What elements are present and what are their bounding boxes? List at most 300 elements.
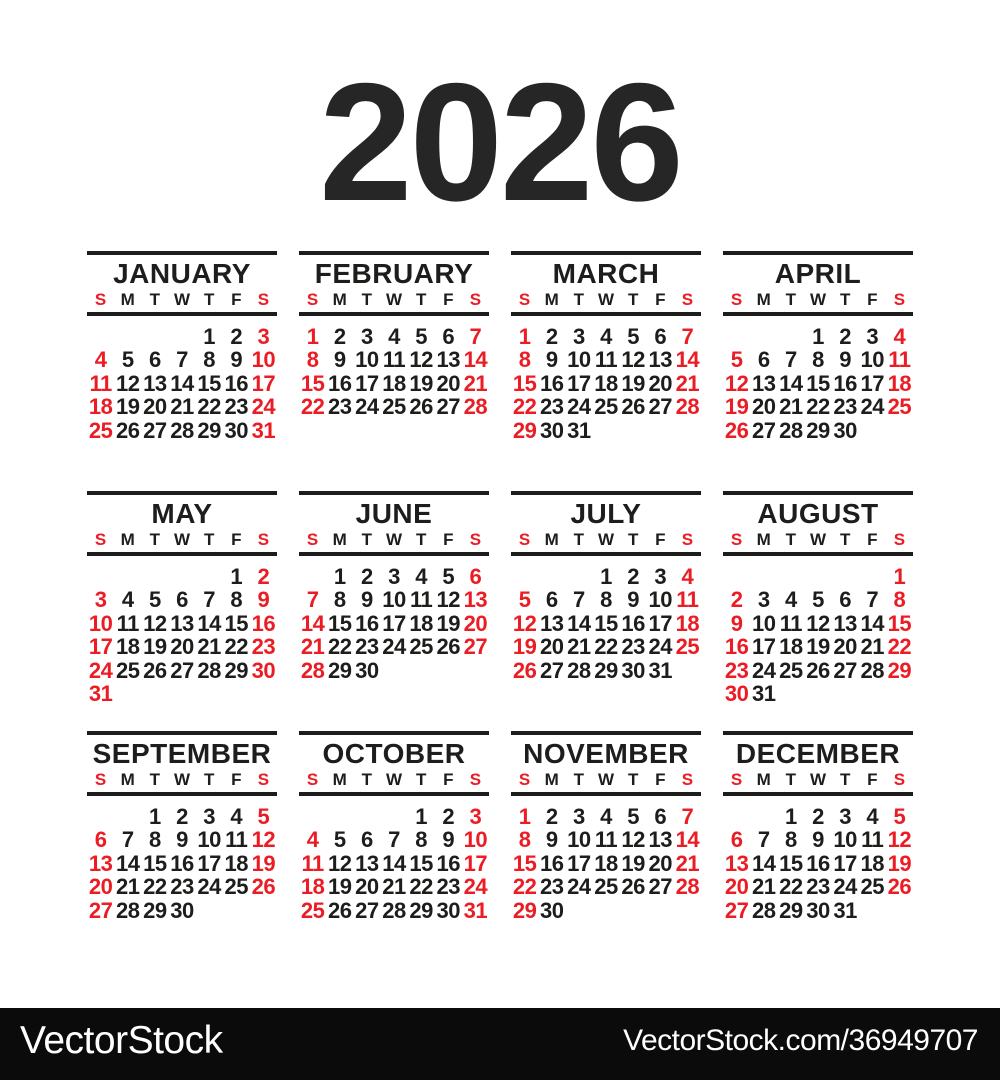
day-cell: 24 [567, 874, 591, 900]
weekday-label: T [627, 530, 639, 549]
week-row [511, 565, 701, 588]
day-cell: 18 [860, 850, 885, 876]
day-cell: 26 [621, 874, 645, 900]
empty-day-cell [723, 805, 750, 828]
day-cell: 8 [415, 827, 427, 853]
day-cell: 15 [887, 610, 912, 636]
day-cell: 6 [94, 827, 107, 853]
day-cell: 23 [355, 634, 379, 660]
day-cell: 6 [654, 324, 667, 349]
day-cell: 6 [545, 587, 558, 613]
weekday-header-row [723, 291, 913, 308]
month-title: APRIL [774, 258, 862, 289]
month-block-march [511, 251, 701, 491]
watermark-url: VectorStock.com/36949707 [623, 1024, 978, 1057]
empty-day-cell [380, 805, 407, 828]
day-cell: 19 [436, 610, 461, 636]
day-cell: 8 [306, 347, 319, 373]
weekday-header-row [299, 771, 489, 788]
weekday-label: F [443, 770, 454, 789]
day-cell: 14 [860, 610, 885, 636]
empty-day-cell [723, 325, 750, 348]
month-title: FEBRUARY [314, 258, 474, 289]
day-cell: 25 [300, 897, 325, 923]
weekday-label: T [361, 290, 373, 309]
weekday-label: S [681, 530, 694, 549]
day-cell: 19 [143, 634, 167, 660]
day-cell: 21 [463, 370, 488, 396]
week-row [723, 899, 913, 922]
weekday-label: W [597, 770, 615, 789]
day-cell: 5 [333, 827, 346, 853]
day-cell: 20 [436, 370, 461, 396]
day-cell: 4 [121, 587, 134, 613]
month-top-rule [299, 491, 489, 495]
weekday-label: M [332, 770, 347, 789]
week-row [511, 372, 701, 395]
weekday-label: S [893, 770, 906, 789]
empty-day-cell [832, 565, 859, 588]
day-cell: 28 [675, 394, 700, 420]
week-row [87, 419, 277, 442]
day-cell: 7 [866, 587, 879, 613]
week-row [87, 805, 277, 828]
week-row [87, 875, 277, 898]
day-cell: 11 [594, 827, 618, 853]
weekday-label: T [627, 290, 639, 309]
day-cell: 1 [784, 804, 797, 829]
month-title: JULY [570, 498, 642, 529]
day-cell: 27 [170, 657, 194, 683]
weekday-label: S [306, 290, 319, 309]
weekday-label: T [415, 530, 427, 549]
week-row [87, 828, 277, 851]
day-cell: 30 [621, 657, 645, 683]
day-cell: 16 [170, 850, 194, 876]
day-cell: 26 [115, 417, 140, 443]
day-cell: 14 [675, 347, 700, 373]
day-cell: 4 [893, 324, 906, 349]
day-cell: 3 [94, 587, 107, 613]
day-cell: 6 [176, 587, 188, 613]
day-cell: 13 [648, 827, 673, 853]
week-row [723, 875, 913, 898]
weekday-header-row [299, 291, 489, 308]
day-cell: 28 [197, 657, 221, 683]
week-row [511, 805, 701, 828]
empty-day-cell [565, 565, 592, 588]
day-cell: 17 [382, 610, 406, 636]
weekday-label: S [257, 530, 270, 549]
day-cell: 2 [812, 804, 824, 829]
empty-day-cell [620, 419, 647, 442]
week-row [299, 588, 489, 611]
day-cell: 1 [148, 804, 161, 829]
day-cell: 12 [887, 827, 912, 853]
day-cell: 11 [301, 850, 324, 876]
day-cell: 7 [469, 324, 482, 349]
dates-grid [723, 565, 913, 705]
day-cell: 17 [355, 370, 379, 396]
week-row [299, 325, 489, 348]
day-cell: 23 [539, 874, 564, 900]
day-cell: 4 [600, 804, 612, 829]
day-cell: 5 [893, 804, 906, 829]
week-row [87, 588, 277, 611]
day-cell: 23 [251, 634, 276, 660]
week-row [511, 635, 701, 658]
day-cell: 3 [388, 564, 400, 589]
day-cell: 3 [654, 564, 667, 589]
week-row [299, 612, 489, 635]
day-cell: 25 [409, 634, 433, 660]
day-cell: 25 [887, 394, 912, 420]
empty-day-cell [647, 419, 674, 442]
day-cell: 26 [251, 874, 276, 900]
day-cell: 22 [327, 634, 352, 660]
empty-day-cell [223, 682, 250, 705]
day-cell: 10 [88, 610, 113, 636]
day-cell: 21 [675, 370, 700, 396]
weekday-label: T [415, 290, 427, 309]
weekday-label: F [655, 530, 666, 549]
weekday-divider-rule [511, 552, 701, 556]
weekday-label: T [203, 530, 215, 549]
weekday-label: T [573, 290, 585, 309]
weekday-label: S [730, 770, 743, 789]
day-cell: 19 [887, 850, 912, 876]
dates-grid [723, 325, 913, 442]
day-cell: 24 [251, 394, 276, 420]
day-cell: 11 [382, 347, 406, 373]
weekday-header-row [511, 771, 701, 788]
empty-day-cell [859, 899, 886, 922]
day-cell: 12 [621, 347, 645, 373]
weekday-label: S [681, 290, 694, 309]
empty-day-cell [196, 565, 223, 588]
empty-day-cell [326, 805, 353, 828]
day-cell: 20 [463, 610, 488, 636]
day-cell: 10 [860, 347, 885, 373]
week-row [511, 395, 701, 418]
week-row [87, 635, 277, 658]
day-cell: 4 [681, 564, 694, 589]
month-block-july [511, 491, 701, 731]
day-cell: 6 [839, 587, 851, 613]
weekday-divider-rule [511, 312, 701, 316]
weekday-label: T [361, 530, 373, 549]
day-cell: 22 [300, 394, 325, 420]
day-cell: 3 [866, 324, 879, 349]
month-top-rule [511, 731, 701, 735]
month-title: DECEMBER [735, 738, 901, 769]
day-cell: 2 [230, 324, 243, 349]
day-cell: 18 [594, 370, 618, 396]
week-row [723, 372, 913, 395]
day-cell: 11 [861, 827, 884, 853]
day-cell: 16 [251, 610, 276, 636]
day-cell: 27 [436, 394, 461, 420]
day-cell: 28 [463, 394, 488, 420]
day-cell: 11 [888, 347, 911, 373]
day-cell: 1 [893, 564, 906, 589]
day-cell: 8 [148, 827, 161, 853]
empty-day-cell [647, 899, 674, 922]
weekday-label: F [655, 770, 666, 789]
day-cell: 21 [115, 874, 140, 900]
day-cell: 24 [197, 874, 221, 900]
day-cell: 11 [779, 610, 802, 636]
day-cell: 25 [224, 874, 249, 900]
day-cell: 7 [121, 827, 134, 853]
empty-day-cell [859, 419, 886, 442]
empty-day-cell [114, 805, 141, 828]
empty-day-cell [435, 659, 462, 682]
day-cell: 4 [866, 804, 879, 829]
day-cell: 5 [730, 347, 743, 373]
month-block-december [723, 731, 913, 971]
day-cell: 13 [539, 610, 564, 636]
day-cell: 20 [833, 634, 857, 660]
day-cell: 16 [436, 850, 461, 876]
weekday-label: T [203, 770, 215, 789]
day-cell: 15 [806, 370, 830, 396]
day-cell: 29 [512, 897, 537, 923]
empty-day-cell [620, 899, 647, 922]
day-cell: 25 [382, 394, 406, 420]
week-row [723, 659, 913, 682]
weekday-label: S [681, 770, 694, 789]
day-cell: 4 [306, 827, 319, 853]
day-cell: 14 [300, 610, 325, 636]
weekday-label: M [120, 530, 135, 549]
day-cell: 7 [681, 324, 694, 349]
day-cell: 15 [512, 850, 537, 876]
week-row [299, 805, 489, 828]
empty-day-cell [87, 565, 114, 588]
day-cell: 1 [306, 324, 319, 349]
day-cell: 9 [839, 347, 851, 373]
weekday-label: M [332, 530, 347, 549]
day-cell: 27 [88, 897, 113, 923]
empty-day-cell [859, 682, 886, 705]
day-cell: 20 [751, 394, 776, 420]
empty-day-cell [168, 325, 195, 348]
month-title: OCTOBER [322, 738, 466, 769]
day-cell: 21 [779, 394, 803, 420]
day-cell: 9 [812, 827, 824, 853]
month-block-february [299, 251, 489, 491]
day-cell: 22 [409, 874, 433, 900]
day-cell: 15 [143, 850, 167, 876]
weekday-label: T [839, 530, 851, 549]
weekday-label: F [231, 770, 242, 789]
day-cell: 4 [784, 587, 797, 613]
day-cell: 7 [757, 827, 770, 853]
day-cell: 3 [203, 804, 215, 829]
empty-day-cell [750, 325, 777, 348]
day-cell: 29 [594, 657, 618, 683]
day-cell: 3 [469, 804, 482, 829]
empty-day-cell [250, 682, 277, 705]
day-cell: 14 [382, 850, 406, 876]
week-row [87, 395, 277, 418]
day-cell: 11 [116, 610, 139, 636]
day-cell: 12 [436, 587, 461, 613]
weekday-divider-rule [87, 792, 277, 796]
day-cell: 5 [121, 347, 134, 373]
day-cell: 26 [806, 657, 830, 683]
empty-day-cell [141, 565, 168, 588]
day-cell: 29 [779, 897, 803, 923]
day-cell: 13 [88, 850, 113, 876]
weekday-header-row [87, 531, 277, 548]
day-cell: 21 [170, 394, 194, 420]
weekday-label: S [730, 530, 743, 549]
day-cell: 15 [224, 610, 249, 636]
day-cell: 13 [648, 347, 673, 373]
day-cell: 30 [539, 897, 564, 923]
day-cell: 29 [224, 657, 249, 683]
weekday-label: F [867, 290, 878, 309]
day-cell: 31 [833, 897, 857, 923]
day-cell: 5 [627, 804, 639, 829]
empty-day-cell [804, 565, 831, 588]
day-cell: 1 [415, 804, 427, 829]
day-cell: 30 [170, 897, 194, 923]
day-cell: 5 [627, 324, 639, 349]
day-cell: 11 [676, 587, 699, 613]
month-top-rule [723, 251, 913, 255]
day-cell: 17 [751, 634, 776, 660]
weekday-label: W [173, 530, 191, 549]
day-cell: 13 [751, 370, 776, 396]
day-cell: 9 [360, 587, 373, 613]
weekday-label: F [231, 530, 242, 549]
day-cell: 17 [251, 370, 276, 396]
day-cell: 26 [436, 634, 461, 660]
week-row [511, 348, 701, 371]
day-cell: 23 [833, 394, 857, 420]
day-cell: 11 [410, 587, 433, 613]
weekday-label: T [361, 770, 373, 789]
empty-day-cell [380, 659, 407, 682]
weekday-divider-rule [299, 312, 489, 316]
day-cell: 9 [257, 587, 270, 613]
day-cell: 12 [409, 347, 433, 373]
day-cell: 6 [654, 804, 667, 829]
day-cell: 8 [518, 827, 531, 853]
weekday-label: W [173, 290, 191, 309]
empty-day-cell [538, 565, 565, 588]
empty-day-cell [674, 419, 701, 442]
weekday-label: W [597, 290, 615, 309]
day-cell: 17 [833, 850, 857, 876]
empty-day-cell [168, 682, 195, 705]
day-cell: 1 [812, 324, 824, 349]
day-cell: 30 [833, 417, 857, 443]
weekday-label: W [809, 770, 827, 789]
day-cell: 6 [730, 827, 743, 853]
weekday-label: F [231, 290, 242, 309]
month-block-october [299, 731, 489, 971]
month-top-rule [87, 491, 277, 495]
empty-day-cell [408, 659, 435, 682]
empty-day-cell [462, 659, 489, 682]
month-top-rule [299, 731, 489, 735]
day-cell: 14 [197, 610, 221, 636]
day-cell: 9 [545, 347, 558, 373]
day-cell: 27 [724, 897, 749, 923]
weekday-label: F [655, 290, 666, 309]
day-cell: 27 [539, 657, 564, 683]
day-cell: 20 [170, 634, 194, 660]
day-cell: 13 [724, 850, 749, 876]
day-cell: 17 [197, 850, 221, 876]
week-row [87, 325, 277, 348]
day-cell: 25 [88, 417, 113, 443]
dates-grid [87, 325, 277, 442]
empty-day-cell [196, 682, 223, 705]
month-block-november [511, 731, 701, 971]
day-cell: 16 [355, 610, 379, 636]
month-block-september [87, 731, 277, 971]
week-row [299, 899, 489, 922]
day-cell: 26 [409, 394, 433, 420]
day-cell: 21 [300, 634, 325, 660]
weekday-label: T [149, 290, 161, 309]
week-row [511, 875, 701, 898]
weekday-label: T [785, 290, 797, 309]
day-cell: 18 [115, 634, 140, 660]
week-row [299, 875, 489, 898]
day-cell: 3 [572, 804, 585, 829]
day-cell: 13 [355, 850, 379, 876]
weekday-label: T [627, 770, 639, 789]
weekday-label: W [385, 530, 403, 549]
month-block-april [723, 251, 913, 491]
weekday-label: M [544, 530, 559, 549]
day-cell: 1 [333, 564, 346, 589]
empty-day-cell [114, 325, 141, 348]
month-block-may [87, 491, 277, 731]
day-cell: 20 [88, 874, 113, 900]
day-cell: 18 [300, 874, 325, 900]
day-cell: 13 [436, 347, 461, 373]
day-cell: 19 [621, 370, 645, 396]
day-cell: 27 [833, 657, 857, 683]
week-row [723, 612, 913, 635]
day-cell: 2 [627, 564, 639, 589]
day-cell: 21 [860, 634, 885, 660]
empty-day-cell [723, 565, 750, 588]
day-cell: 9 [333, 347, 346, 373]
week-row [723, 588, 913, 611]
day-cell: 18 [382, 370, 406, 396]
day-cell: 23 [327, 394, 352, 420]
week-row [723, 419, 913, 442]
weekday-label: T [415, 770, 427, 789]
day-cell: 11 [225, 827, 248, 853]
day-cell: 4 [230, 804, 243, 829]
day-cell: 18 [887, 370, 912, 396]
day-cell: 19 [409, 370, 433, 396]
month-top-rule [511, 251, 701, 255]
empty-day-cell [777, 682, 804, 705]
weekday-header-row [511, 291, 701, 308]
day-cell: 1 [600, 564, 612, 589]
day-cell: 3 [257, 324, 270, 349]
